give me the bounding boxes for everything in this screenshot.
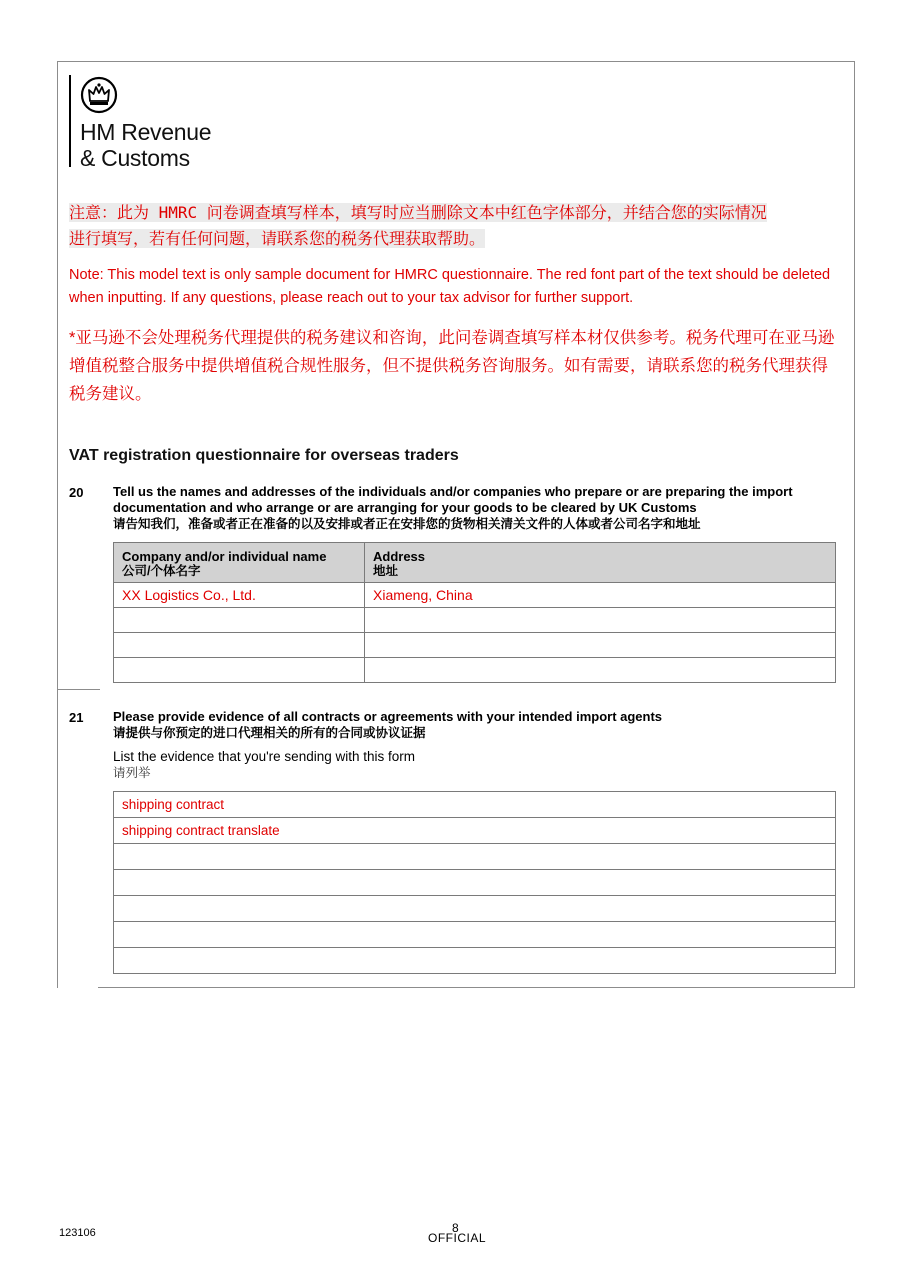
evidence-field[interactable]	[114, 844, 836, 870]
footer-page-number: 8	[452, 1221, 459, 1235]
question-21-text-en: Please provide evidence of all contracts or agreements with your intended import agents	[113, 709, 663, 724]
question-20-text-zh: 请告知我们，准备或者正在准备的以及安排或者正在安排您的货物相关清关文件的人体或者公司名字和地址	[113, 517, 701, 531]
logo-text-line1: HM Revenue	[80, 119, 212, 145]
page-title: VAT registration questionnaire for overseas traders	[69, 447, 459, 464]
logo-bar	[69, 75, 71, 167]
footer-classification: OFFICIAL	[428, 1231, 487, 1245]
list-item	[114, 818, 836, 844]
agents-table	[113, 542, 836, 683]
list-item	[114, 922, 836, 948]
question-21-number: 21	[69, 710, 84, 725]
note-chinese-line2: 进行填写，若有任何问题，请联系您的税务代理获取帮助。	[69, 229, 486, 248]
evidence-field[interactable]	[114, 922, 836, 948]
address-field[interactable]	[365, 633, 836, 658]
name-field[interactable]	[114, 658, 365, 683]
list-item	[114, 844, 836, 870]
logo-text-line2: & Customs	[80, 145, 190, 171]
column-header-name-en: Company and/or individual name	[122, 549, 327, 564]
evidence-field[interactable]	[114, 948, 836, 974]
column-header-address	[365, 543, 836, 583]
table-header-row	[114, 543, 836, 583]
name-field[interactable]: XX Logistics Co., Ltd.	[114, 583, 365, 608]
question-20-text	[113, 484, 843, 532]
frame-bottom-border	[98, 987, 855, 988]
evidence-field[interactable]: shipping contract	[114, 792, 836, 818]
evidence-field[interactable]: shipping contract translate	[114, 818, 836, 844]
address-field[interactable]	[365, 608, 836, 633]
name-field[interactable]	[114, 608, 365, 633]
column-header-name	[114, 543, 365, 583]
table-row	[114, 658, 836, 683]
evidence-list-label-zh: 请列举	[113, 766, 151, 780]
note-chinese	[69, 200, 844, 252]
table-row	[114, 633, 836, 658]
section-divider	[57, 689, 100, 690]
question-20-text-en: Tell us the names and addresses of the individuals and/or companies who prepare or are preparing the import documentation and who arrange or are arranging for your goods to be cleared by UK Customs	[113, 484, 793, 515]
name-field[interactable]	[114, 633, 365, 658]
royal-crest-icon	[80, 76, 118, 114]
evidence-field[interactable]	[114, 870, 836, 896]
table-row	[114, 608, 836, 633]
frame-left-border	[57, 61, 58, 988]
frame-top-border	[57, 61, 855, 62]
note-english: Note: This model text is only sample document for HMRC questionnaire. The red font part of the text should be deleted when inputting. If any questions, please reach out to your tax advisor for further support.	[69, 267, 831, 306]
frame-right-border	[854, 61, 855, 988]
table-row	[114, 583, 836, 608]
footer-form-code: 123106	[59, 1227, 96, 1239]
list-item	[114, 870, 836, 896]
column-header-address-zh: 地址	[373, 564, 399, 578]
evidence-field[interactable]	[114, 896, 836, 922]
question-20-number: 20	[69, 485, 84, 500]
evidence-list-label	[113, 748, 415, 782]
column-header-name-zh: 公司/个体名字	[122, 564, 201, 578]
address-field[interactable]	[365, 658, 836, 683]
column-header-address-en: Address	[373, 549, 426, 564]
list-item	[114, 792, 836, 818]
address-field[interactable]: Xiameng, China	[365, 583, 836, 608]
note-disclaimer: *亚马逊不会处理税务代理提供的税务建议和咨询，此问卷调查填写样本材仅供参考。税务代理可在亚马逊增值税整合服务中提供增值税合规性服务，但不提供税务咨询服务。如有需要，请联系您的税务代理获得税务建议。	[69, 329, 835, 403]
evidence-list-label-en: List the evidence that you're sending with this form	[113, 749, 415, 764]
evidence-table	[113, 791, 836, 974]
note-chinese-line1: 注意：此为 HMRC 问卷调查填写样本，填写时应当删除文本中红色字体部分，并结合您的实际情况	[69, 203, 767, 222]
list-item	[114, 896, 836, 922]
list-item	[114, 948, 836, 974]
question-21-text	[113, 709, 843, 741]
question-21-text-zh: 请提供与你预定的进口代理相关的所有的合同或协议证据	[113, 726, 426, 740]
